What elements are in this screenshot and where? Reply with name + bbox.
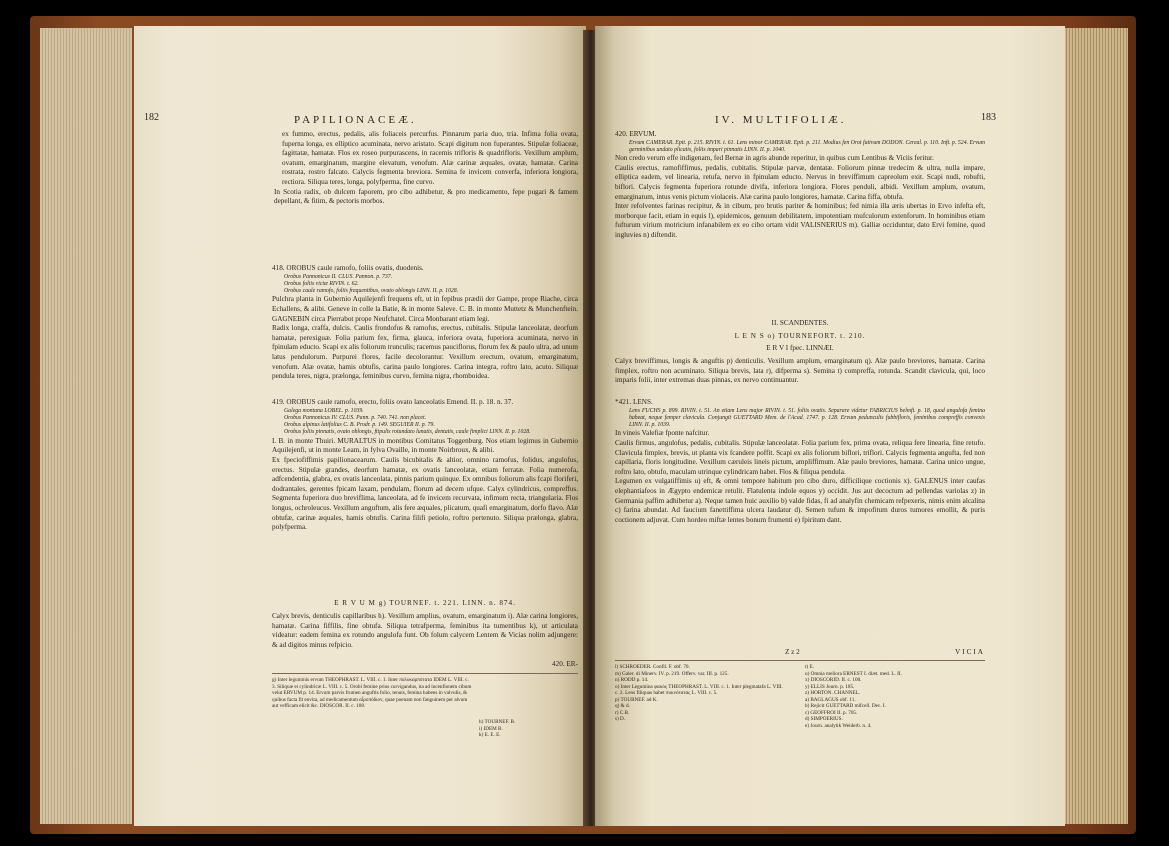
page-edges-left <box>40 28 132 824</box>
entry-421 <box>615 398 985 525</box>
right-footnotes-col1 <box>615 664 785 723</box>
ervum-genus-heading: E R V U M g) TOURNEF. t. 221. LINN. n. 874. <box>334 599 516 607</box>
footnote: m) Galer. di Minerv. IV. p. 219. Offerv. var. III. p. 125. <box>615 670 729 677</box>
right-catchword: VICIA <box>955 648 985 656</box>
footnote: l) SCHROEDER. Confil. F. obf. 70. <box>615 664 690 670</box>
footnote: d) SIMPOERIUS. <box>805 716 843 722</box>
entry-420-habitat: Non credo verum effe indigenam, fed Bernæ in agris abunde reperitur, in quibus cum Lentibus & Viciis feritur. <box>615 154 934 163</box>
ervum-genus-description: Calyx brevis, denticulis capillaribus h). Vexillum amplius, ovatum, emarginatum i). Alæ carina longiores, hamatæ. Carina fiffilis, fine obtufa. Siliqua tetrafperma, feminibus ita tumentibus k), ut articulata videatur: eadem femina ex rotundo angulofa funt. Ob folum calycem Lentem & Vicias nolim adjungere: & ad digitos minus refpicio. <box>272 612 578 649</box>
left-catchword: 420. ER- <box>552 660 578 668</box>
entry-419-synonym: Orobus foliis pinnatis, ovato oblongis, ftipulis rotundato lunatis, dentatis, caule fimplici LINN. II. p. 1028. <box>284 429 531 436</box>
entry-420-description: Caulis erectus, ramofiffimus, pedalis, cubitalis. Stipulæ parvæ, dentatæ. Foliorum pinnæ tredecim & ultra, nulla impare, elliptica eadem, vel linearia, retufa, nervo in fpinulam educto. Nervus in breviffimum capreolum exit. Scapi nudi, robufti, biflori. Calycis fegmenta fuperiora rotunde divifa, inferiora longiora. Flores penduli, albidi. Vexillum amplum, ovatum, emarginatum, intus venis pictum violaceis. Alæ carina paulo longiores, hamatæ. Carina fiffa, obtufa. <box>615 163 985 201</box>
entry-420-title: 420. ERVUM. <box>615 130 657 138</box>
left-footnote-main: g) Inter leguminis ervum THEOPHRAST. L. VIII. c. 1. Inter πολυκαρπότατα IDEM L. VIII. c. 3. Siliquæ ei cylindricæ L. VIII. c. 5. Orobi femine prius curvigandus, ita ad incenfionem cibum velut ERVUM p. 14. Ervum parvis frumen anguftis folio, tenuis, femina habens in valvulis, & quibus facta fit envita, ad medicamentum αἶροπόδιον, quae poenam non fanguinem per alvum aut vefficam elicit &c. DIOSCOR. II. c. 108. <box>272 677 472 709</box>
footnote: x) DIOSCORID. II. c. 100. <box>805 677 862 683</box>
left-footnote-col2 <box>479 719 579 739</box>
entry-419-synonym: Galega montana LOBEL. p. 1039. <box>284 407 364 414</box>
entry-420 <box>615 130 985 241</box>
section-heading: II. SCANDENTES. <box>771 319 829 327</box>
book-scan <box>30 16 1136 834</box>
entry-418-title: 418. OROBUS caule ramofo, foliis ovatis, duodenis. <box>272 264 424 272</box>
entry-419-synonym: Orobus Pannonicus IV. CLUS. Pann. p. 740. 741. non placet. <box>284 414 427 421</box>
entry-418-synonym: Orobus caule ramofo, foliis frequentibus, ovato oblongis LINN. II. p. 1028. <box>284 288 459 295</box>
footnote: u) Omnia meliora ERNEST I. diæt. med. L. II. <box>805 670 902 677</box>
entry-421-habitat: In vineis Valefiæ fponte nafcitur. <box>615 429 710 438</box>
signature-mark: Z z 2 <box>785 648 800 656</box>
footnote: h) TOURNEF. B. <box>479 719 516 725</box>
footnote: y) ELLIS Journ. p. 185. <box>805 683 855 690</box>
entry-419-description: Ex fpeciofiffimis papilionacearum. Caulis bicubitalis & altior, omnino ramofus, folidus, angulofus, erectus. Stipulæ grandes, deorfum hamatæ, ex ovatis lanceolatæ, etiam ferratæ. Folia numerofa, adfcendentia, glabra, ex ovatis lanceolata, pinnis parium quinque. Ex omnibus foliorum alis fcapi floriferi, dodrantales, gerentes fpicam laxam, pendulam, florum ad decem ufque. Calyx cylindricus, compreffus. Segmenta fuperiora duo breviflima, lanceolata, ad fe invicem recurvata, infimum recta, triangularia. Flos longus, ochroleucus. Vexillum anguftum, alis fere æquales, plicatum, quafi emarginatum, dorfo flavo. Alæ obtufæ, carinæ æquales, hamis obtufis. Carina filifi petiolo, roftro pertenuto. Siliqua prælonga, glabra, polyfperma. <box>272 455 578 532</box>
footnote: c) GEOFFROI II. p. 705. <box>805 709 858 716</box>
footnote: p) TOURNEF. ad K. <box>615 696 658 703</box>
right-page-number: 183 <box>981 112 996 123</box>
entry-418-description: Radix longa, craffa, dulcis. Caulis frondofus & ramofus, erectus, cubitalis. Stipulæ lanceolatæ, deorfum hamatæ, perexiguæ. Folia parium fex, firma, glauca, inferiora ovata, fuperiora acuminata, nervo in fpinulam educto. Scapi ex alis foliorum trunculis; racemus pauciflorus, florum fex & paulo ultra, ad unum latus pendulorum. Purpurei flores, facile decolorantur. Vexillum erectum, ovatum, emarginatum, venofum. Alæ ovatæ, hamis obtufis, carina paulo longiores. Carina integra, roftro lato, acuto. Siliquæ pendula teres, nigra, prælonga, feminibus curvo, femina nigra, rhomboidea. <box>272 324 578 381</box>
entry-420-uses: Inter refolventes farinas recipitur, & in cibum, pro brutis pariter & hominibus; fed nimia illa æris ubertas in Ervo infefta eft, morborque facit, etiam in equis l), epidemicos, genuum debilitatem, impotentiam mufculorum extenforum. In hominibus etiam fufturum virium motricium infanabilem ex eo cibo ortam vidit VALISNERIUS m). Galliæ occiduntur, dato Ervi femine, quod ingluvies n) diftendit. <box>615 202 985 239</box>
right-running-head: IV. MULTIFOLIÆ. <box>715 114 847 126</box>
entry-418-synonym: Orobus Pannonicus II. CLUS. Pannon. p. 737. <box>284 273 393 280</box>
footnote: b) Rejicit GUETTARD mifcell. Dec. I. <box>805 703 886 709</box>
footnote: k) E. E. E. <box>479 732 501 738</box>
lens-genus-heading: L E N S o) TOURNEFORT. t. 210. <box>734 332 866 340</box>
footnote: r) C.B. <box>615 709 630 716</box>
entry-419-habitat: I. B. in monte Thuiri. MURALTUS in montibus Comitatus Toggenburg. Nos etiam legimus in Gubernio Aquilejenfi, ut in monte Leam, in fylva Ovaille, in monte Noirbroux, & alibi. <box>272 436 578 455</box>
left-page-number: 182 <box>144 112 159 123</box>
entry-421-synonyms: Lens FUCHS p. 899. RIVIN. t. 51. An etiam Lens major RIVIN. t. 51. foliis ovatis. Separare videtur FABRICIUS helmft. p. 18, quod angulofa femina habeat, neque femper clavicula. Conjungit GUETTARD Mem. de l'Acad. 1747. p. 128. Ervum pedunculis fubbifloris, feminibus compreffis convexis LINN. II. p. 1039. <box>629 407 985 429</box>
footnote: a) BAGLAGUS obf. 11. <box>805 696 856 703</box>
entry-418-habitat: Pulchra planta in Gubernio Aquilejenfi frequens eft, ut in fepibus prædii der Gampe, prope Riache, circa Echallens, & alibi. Geneve in colle la Batie, & in monte Saleve. C. B. in monte Muttetz & Munchenftein. GAGNEBIN circa Pierrabot prope Neufchatel. Circa Monbarant etiam legi. <box>272 295 578 323</box>
footnote: o) Inter Legumina φακὸς THEOPHRAST. L. VIII. c. 1. Inter plegmatafa L. VIII. c. 2. Lens filiquas habet πυκνότατας L. VIII. c. 5. <box>615 683 783 696</box>
lens-genus-description: Calyx breviffimus, longis & anguftis p) denticulis. Vexillum amplum, emarginatum q). Alæ paulo breviores, hamatæ. Carina fimplex, roftro non acuminato. Siliqua brevis, lata r), difperma s). Semina t) compreffa, rotunda. Scandit clavicula, qui, loco imparis folii, inter extremas duas pinnas, ex nervo continuantur. <box>615 357 985 385</box>
footnote: s) D. <box>615 716 626 722</box>
lens-genus-subheading: E R V I fpec. LINNÆI. <box>766 344 834 352</box>
footnote-rule <box>615 660 985 661</box>
footnote: n) RODD p. 14. <box>615 677 649 683</box>
left-intro <box>274 130 578 207</box>
entry-419-title: 419. OROBUS caule ramofo, erecto, foliis ovato lanceolatis Emend. II. p. 18. n. 37. <box>272 398 514 406</box>
footnote: z) HORTON. CHANNEL. <box>805 690 861 696</box>
right-page <box>595 26 1065 826</box>
entry-418-synonym: Orobus foliis viciæ RIVIN. t. 62. <box>284 280 359 287</box>
entry-421-title: *421. LENS. <box>615 398 653 406</box>
entry-419-synonym: Orobus alpinus latifolius C. B. Prodr. p. 149. SEGUIER II. p. 79. <box>284 422 435 429</box>
footnote: e) Journ. analytik Weiderb. n. 4. <box>805 722 872 729</box>
right-footnotes-col2 <box>805 664 985 729</box>
footnote: i) IDEM B. <box>479 725 503 732</box>
entry-421-description: Caulis firmus, angulofus, pedalis, cubitalis. Stipulæ lanceolatæ. Folia parium fex, prima ovata, reliqua fere linearia, fine retufo. Clavicula fimplex, brevis, ut planta vix fcandere poffit. Scapi ex alis foliorum biflori, triflori. Calycis fegmenta angufta, fed non capillaria, floris longitudine. Vexillum cæruleis lineis pictum, ampliffimum. Alæ paulo breviores, hamatæ. Carina unico ungue, roftro lato, obtufo, maculam utrinque cylindricam habet. Flos & filiqua pendula. <box>615 439 985 476</box>
footnote: t) E. <box>805 664 814 670</box>
entry-421-uses: Legumen ex vulgatiffimis u) eft, & omni tempore habitum pro cibo duro, difficilique coctionis x). GALENUS inter caufas elephantiafeos in Ægypto endemicæ retulit. Flatulenta indole equos y) occidit. Jus aut decoctum ad pellendas variolas z) in Germania paffim adhibetur a). Neque tamen huic auxilio b) valde fidas, fi ad analyfin chemicam refpexeris, nimis enim alcalina c) farina abundat. Ad faucium fanettiffima ulcera laudatur d). Semen tufum & impofitum duros tumores emollit, & puris coctionem adjuvat. Cum hordeo miftæ lentes bonum frumenti e) fpiritum dant. <box>615 477 985 524</box>
footnote-rule <box>272 673 578 674</box>
page-edges-right <box>1064 28 1128 824</box>
entry-418 <box>272 264 578 382</box>
left-running-head: PAPILIONACEÆ. <box>294 114 417 126</box>
entry-420-synonyms: Ervum CAMERAR. Epit. p. 215. RIVIN. t. 61. Lens minor CAMERAR. Epit. p. 211. Modius fen Orot fativum DODON. Cereal. p. 110. Inft. p. 524. Ervum germinibus undato plicatis, foliis impari pinnatis LINN. II. p. 1040. <box>629 139 985 153</box>
left-page <box>134 26 586 826</box>
footnote: q) & d. <box>615 703 630 709</box>
intro-text: ex fummo, erectus, pedalis, alis foliaceis percurfus. Pinnarum paria duo, tria. Infima folia ovata, fuperna longa, ex elliptico acuminata, nervo aristato. Scapi digitum non fuperantes. Stipulæ foliaceæ, fagittatæ, hamatæ. Flos ex roseo purpurascens, in racemis trifloris & quadrifloris. Vexillum amplum, ovatum, emarginatum, margine elevatum, venofum. Alæ carinæ æquales, ovatæ, hamatæ. Carina rostrata, rostro falcato. Calycis fegmenta breviora. Semina fe invicem converfa, inferiora longiora, rectiora. Siliqua teres, longa, polyfperma, fine curvo. <box>282 130 578 186</box>
entry-419 <box>272 398 578 533</box>
intro-text-2: In Scotia radix, ob dulcem faporem, pro cibo adhibetur, & pro medicamento, fepe pugari & famem depellant, & fitim, & pectoris morbos. <box>274 187 578 206</box>
